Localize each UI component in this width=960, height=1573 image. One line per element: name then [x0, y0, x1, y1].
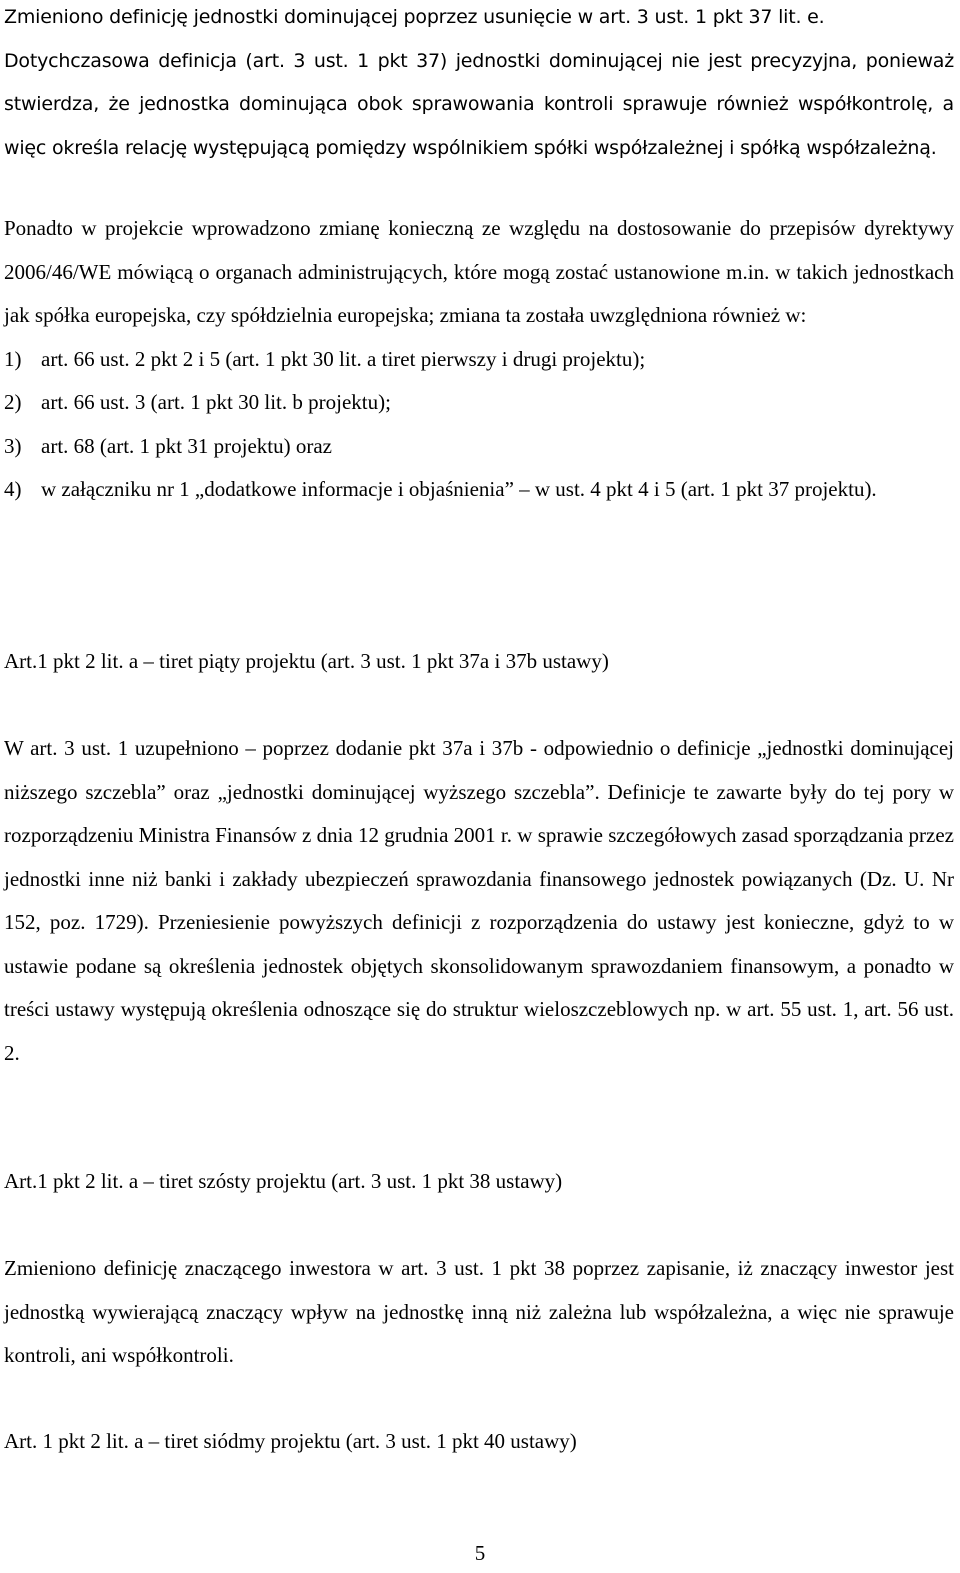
section-definition-dominant — [4, 0, 954, 170]
list-item — [4, 425, 954, 469]
list-number: 4) — [4, 477, 22, 501]
list-number: 2) — [4, 390, 22, 414]
section-heading-37a-37b: Art.1 pkt 2 lit. a – tiret piąty projektu (art. 3 ust. 1 pkt 37a i 37b ustawy) — [4, 649, 609, 673]
page-number: 5 — [474, 1541, 486, 1565]
list-text: art. 68 (art. 1 pkt 31 projektu) oraz — [41, 433, 332, 458]
list-item — [4, 338, 954, 382]
list-item — [4, 468, 954, 512]
list-number: 1) — [4, 346, 22, 371]
list-text: art. 66 ust. 3 (art. 1 pkt 30 lit. b projektu); — [41, 390, 391, 414]
list-text: w załączniku nr 1 „dodatkowe informacje i objaśnienia” – w ust. 4 pkt 4 i 5 (art. 1 pkt 37 projektu). — [41, 477, 877, 501]
paragraph-38: Zmieniono definicję znaczącego inwestora w art. 3 ust. 1 pkt 38 poprzez zapisanie, iż znaczący inwestor jest jednostką wywierającą znaczący wpływ na jednostkę inną niż zależna lub współzależna, a więc nie sprawuje kontroli, ani współkontroli. — [4, 1256, 954, 1367]
paragraph-intro: Zmieniono definicję jednostki dominującej poprzez usunięcie w art. 3 ust. 1 pkt 37 lit. e. — [4, 6, 825, 28]
section-heading-40: Art. 1 pkt 2 lit. a – tiret siódmy projektu (art. 3 ust. 1 pkt 40 ustawy) — [4, 1429, 577, 1453]
list-item — [4, 381, 954, 425]
paragraph-directive: Ponadto w projekcie wprowadzono zmianę konieczną ze względu na dostosowanie do przepisów dyrektywy 2006/46/WE mówiącą o organach administrujących, które mogą zostać ustanowione m.in. w takich jednostkach jak spółka europejska, czy spółdzielnia europejska; zmiana ta została uwzględniona również w: — [4, 216, 954, 327]
paragraph-explanation: Dotychczasowa definicja (art. 3 ust. 1 pkt 37) jednostki dominującej nie jest precyzyjna, ponieważ stwierdza, że jednostka dominująca obok sprawowania kontroli sprawuje również współkontrolę, a więc określa relację występującą pomiędzy wspólnikiem spółki współzależnej i spółką współzależną. — [4, 49, 954, 159]
section-heading-38: Art.1 pkt 2 lit. a – tiret szósty projektu (art. 3 ust. 1 pkt 38 ustawy) — [4, 1169, 563, 1193]
list-number: 3) — [4, 433, 22, 458]
section-directive — [4, 207, 954, 512]
paragraph-37a-37b: W art. 3 ust. 1 uzupełniono – poprzez dodanie pkt 37a i 37b - odpowiednio o definicje „jednostki dominującej niższego szczebla” oraz „jednostki dominującej wyższego szczebla”. Definicje te zawarte były do tej pory w rozporządzeniu Ministra Finansów z dnia 12 grudnia 2001 r. w sprawie szczegółowych zasad sporządzania przez jednostki inne niż banki i zakłady ubezpieczeń sprawozdania finansowego jednostek powiązanych (Dz. U. Nr 152, poz. 1729). Przeniesienie powyższych definicji z rozporządzenia do ustawy jest konieczne, gdyż to w ustawie podane są określenia jednostek objętych skonsolidowanym sprawozdaniem finansowym, a ponadto w treści ustawy występują określenia odnoszące się do struktur wieloszczeblowych np. w art. 55 ust. 1, art. 56 ust. 2. — [4, 736, 954, 1065]
amendment-list — [4, 338, 954, 512]
list-text: art. 66 ust. 2 pkt 2 i 5 (art. 1 pkt 30 lit. a tiret pierwszy i drugi projektu); — [41, 346, 646, 371]
